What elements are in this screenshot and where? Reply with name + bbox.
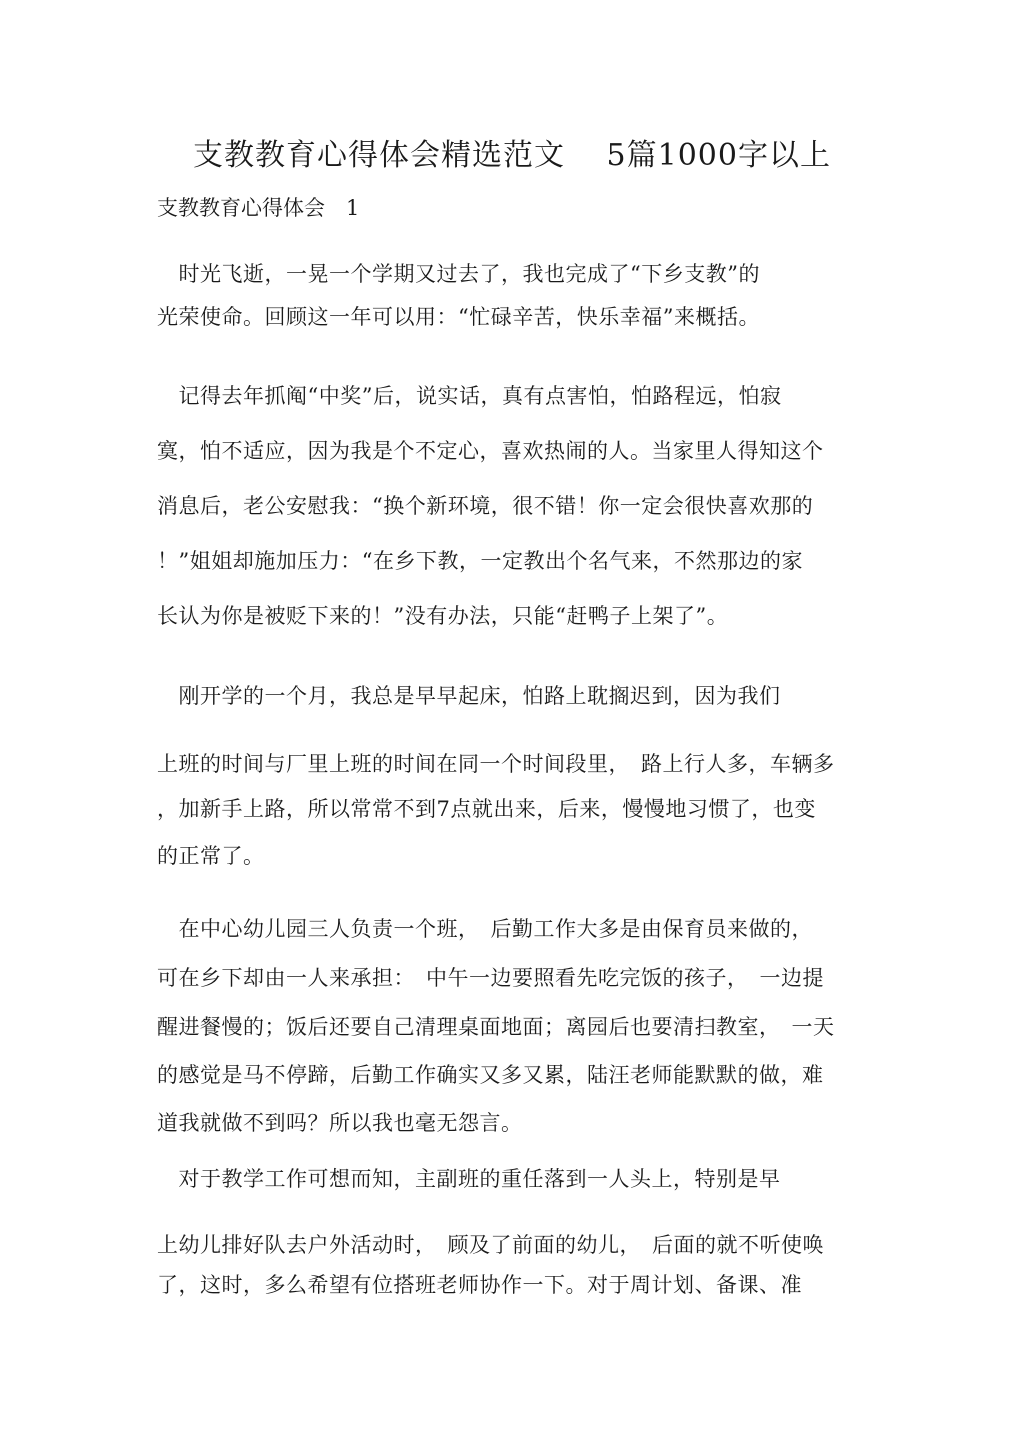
text-line: 在中心幼儿园三人负责一个班， 后勤工作大多是由保育员来做的， bbox=[157, 917, 813, 941]
text-line: 上幼儿排好队去户外活动时， 顾及了前面的幼儿， 后面的就不听使唤 bbox=[157, 1233, 824, 1257]
text-line: 记得去年抓阄“中奖”后，说实话，真有点害怕，怕路程远，怕寂 bbox=[157, 384, 782, 408]
text-line: 的感觉是马不停蹄，后勤工作确实又多又累，陆汪老师能默默的做，难 bbox=[157, 1063, 824, 1087]
text-line: 刚开学的一个月，我总是早早起床，怕路上耽搁迟到，因为我们 bbox=[157, 684, 781, 708]
text-line: ！”姐姐却施加压力：“在乡下教，一定教出个名气来，不然那边的家 bbox=[157, 549, 803, 573]
text-line: 光荣使命。回顾这一年可以用：“忙碌辛苦，快乐幸福”来概括。 bbox=[157, 305, 760, 329]
text-line: 上班的时间与厂里上班的时间在同一个时间段里， 路上行人多，车辆多 bbox=[157, 752, 835, 776]
text-line: 寞，怕不适应，因为我是个不定心，喜欢热闹的人。当家里人得知这个 bbox=[157, 439, 824, 463]
document-title: 支教教育心得体会精选范文 5篇1000字以上 bbox=[193, 138, 831, 173]
text-line: 道我就做不到吗？所以我也毫无怨言。 bbox=[157, 1111, 523, 1135]
text-line: 时光飞逝，一晃一个学期又过去了，我也完成了“下乡支教”的 bbox=[157, 262, 760, 286]
text-line: 了，这时，多么希望有位搭班老师协作一下。对于周计划、备课、准 bbox=[157, 1273, 802, 1297]
text-line: ，加新手上路，所以常常不到7点就出来，后来，慢慢地习惯了，也变 bbox=[157, 797, 816, 821]
text-line: 可在乡下却由一人来承担： 中午一边要照看先吃完饭的孩子， 一边提 bbox=[157, 966, 824, 990]
text-line: 醒进餐慢的；饭后还要自己清理桌面地面；离园后也要清扫教室， 一天 bbox=[157, 1015, 835, 1039]
text-line: 长认为你是被贬下来的！”没有办法，只能“赶鸭子上架了”。 bbox=[157, 604, 729, 628]
text-line: 消息后，老公安慰我：“换个新环境，很不错！你一定会很快喜欢那的 bbox=[157, 494, 814, 518]
section-heading: 支教教育心得体会 1 bbox=[157, 196, 360, 220]
text-line: 对于教学工作可想而知，主副班的重任落到一人头上，特别是早 bbox=[157, 1167, 781, 1191]
text-line: 的正常了。 bbox=[157, 844, 265, 868]
